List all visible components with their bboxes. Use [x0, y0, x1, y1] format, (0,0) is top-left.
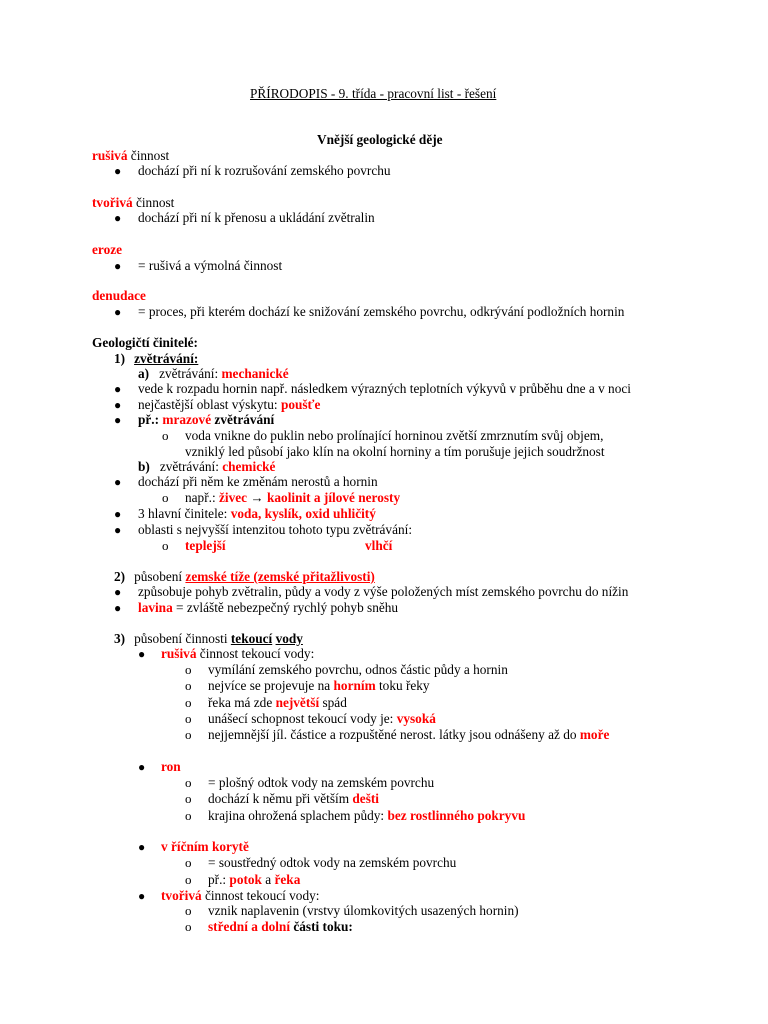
circle-bullet-icon: o — [185, 872, 192, 887]
bullet-icon: ● — [114, 585, 122, 599]
circle-bullet-icon: o — [185, 662, 192, 677]
bullet-icon: ● — [114, 398, 122, 412]
bullet-icon: ● — [114, 305, 122, 319]
bullet-icon: ● — [138, 840, 146, 854]
bullet-icon: ● — [114, 413, 122, 427]
circle-bullet-icon: o — [162, 490, 169, 505]
list-item: = plošný odtok vody na zemském povrchu — [208, 775, 435, 790]
circle-bullet-icon: o — [185, 903, 192, 918]
circle-bullet-icon: o — [185, 808, 192, 823]
term-eroze: eroze — [92, 242, 123, 257]
list-item: unášecí schopnost tekoucí vody je: vysoká — [208, 711, 436, 726]
list-item: ron — [161, 759, 181, 774]
numbered-item-1: 1) zvětrávání: — [114, 351, 199, 366]
circle-bullet-icon: o — [185, 727, 192, 742]
list-item: vymílání zemského povrchu, odnos částic půdy a hornin — [208, 662, 508, 677]
circle-bullet-icon: o — [185, 919, 192, 934]
section-title: Vnější geologické děje — [317, 132, 443, 147]
term-rusiva: rušivá činnost — [92, 148, 170, 163]
list-item: dochází při ní k přenosu a ukládání zvětralin — [138, 210, 375, 225]
list-item: vede k rozpadu hornin např. následkem výrazných teplotních výkyvů v průběhu dne a v noci — [138, 381, 631, 396]
list-item: = soustředný odtok vody na zemském povrchu — [208, 855, 457, 870]
circle-bullet-icon: o — [185, 855, 192, 870]
circle-bullet-icon: o — [185, 711, 192, 726]
list-item: nejjemnější jíl. částice a rozpuštěné nerost. látky jsou odnášeny až do moře — [208, 727, 610, 742]
list-item: nejčastější oblast výskytu: poušťe — [138, 397, 321, 412]
list-item: vlhčí — [365, 538, 393, 553]
bullet-icon: ● — [114, 164, 122, 178]
bullet-icon: ● — [114, 382, 122, 396]
arrow-icon: → — [247, 490, 267, 505]
list-item: = proces, při kterém dochází ke snižování zemského povrchu, odkrývání podložních hornin — [138, 304, 625, 319]
list-item: např.: živec → kaolinit a jílové nerosty — [185, 490, 401, 505]
list-item: voda vnikne do puklin nebo prolínající horninou zvětší zmrznutím svůj objem, — [185, 428, 604, 443]
bullet-icon: ● — [114, 259, 122, 273]
term-tvoriva: tvořivá činnost — [92, 195, 175, 210]
list-item: v říčním korytě — [161, 839, 249, 854]
list-item: = rušivá a výmolná činnost — [138, 258, 283, 273]
list-item: př.: mrazové zvětrávání — [138, 412, 275, 427]
list-item: způsobuje pohyb zvětralin, půdy a vody z výše položených míst zemského povrchu do nížin — [138, 584, 629, 599]
list-item: řeka má zde největší spád — [208, 695, 347, 710]
circle-bullet-icon: o — [185, 791, 192, 806]
list-item: př.: potok a řeka — [208, 872, 301, 887]
circle-bullet-icon: o — [185, 695, 192, 710]
bullet-icon: ● — [138, 647, 146, 661]
list-item-continued: vzniklý led působí jako klín na okolní horniny a tím porušuje jejich soudržnost — [185, 444, 605, 459]
list-item: vznik naplavenin (vrstvy úlomkovitých usazených hornin) — [208, 903, 519, 918]
bullet-icon: ● — [138, 889, 146, 903]
sub-heading-b: b) zvětrávání: chemické — [138, 459, 276, 474]
list-item: tvořivá činnost tekoucí vody: — [161, 888, 320, 903]
sub-heading-a: a) zvětrávání: mechanické — [138, 366, 289, 381]
section-heading: Geologičtí činitelé: — [92, 335, 198, 350]
list-item: lavina = zvláště nebezpečný rychlý pohyb sněhu — [138, 600, 399, 615]
numbered-item-3: 3) působení činnosti tekoucí vody — [114, 631, 303, 646]
circle-bullet-icon: o — [162, 538, 169, 553]
page-title: PŘÍRODOPIS - 9. třída - pracovní list - řešení — [250, 86, 497, 101]
list-item: dochází k němu při větším dešti — [208, 791, 379, 806]
list-item: dochází při ní k rozrušování zemského povrchu — [138, 163, 391, 178]
list-item: nejvíce se projevuje na horním toku řeky — [208, 678, 430, 693]
bullet-icon: ● — [114, 601, 122, 615]
bullet-icon: ● — [114, 507, 122, 521]
circle-bullet-icon: o — [185, 678, 192, 693]
list-item: krajina ohrožená splachem půdy: bez rostlinného pokryvu — [208, 808, 526, 823]
list-item: 3 hlavní činitele: voda, kyslík, oxid uhličitý — [138, 506, 376, 521]
bullet-icon: ● — [114, 523, 122, 537]
bullet-icon: ● — [114, 475, 122, 489]
numbered-item-2: 2) působení zemské tíže (zemské přitažlivosti) — [114, 569, 375, 584]
bullet-icon: ● — [114, 211, 122, 225]
list-item: střední a dolní části toku: — [208, 919, 353, 934]
list-item: oblasti s nejvyšší intenzitou tohoto typu zvětrávání: — [138, 522, 413, 537]
list-item: dochází při něm ke změnám nerostů a hornin — [138, 474, 378, 489]
list-item: teplejší — [185, 538, 226, 553]
circle-bullet-icon: o — [162, 428, 169, 443]
term-denudace: denudace — [92, 288, 146, 303]
list-item: rušivá činnost tekoucí vody: — [161, 646, 315, 661]
bullet-icon: ● — [138, 760, 146, 774]
circle-bullet-icon: o — [185, 775, 192, 790]
